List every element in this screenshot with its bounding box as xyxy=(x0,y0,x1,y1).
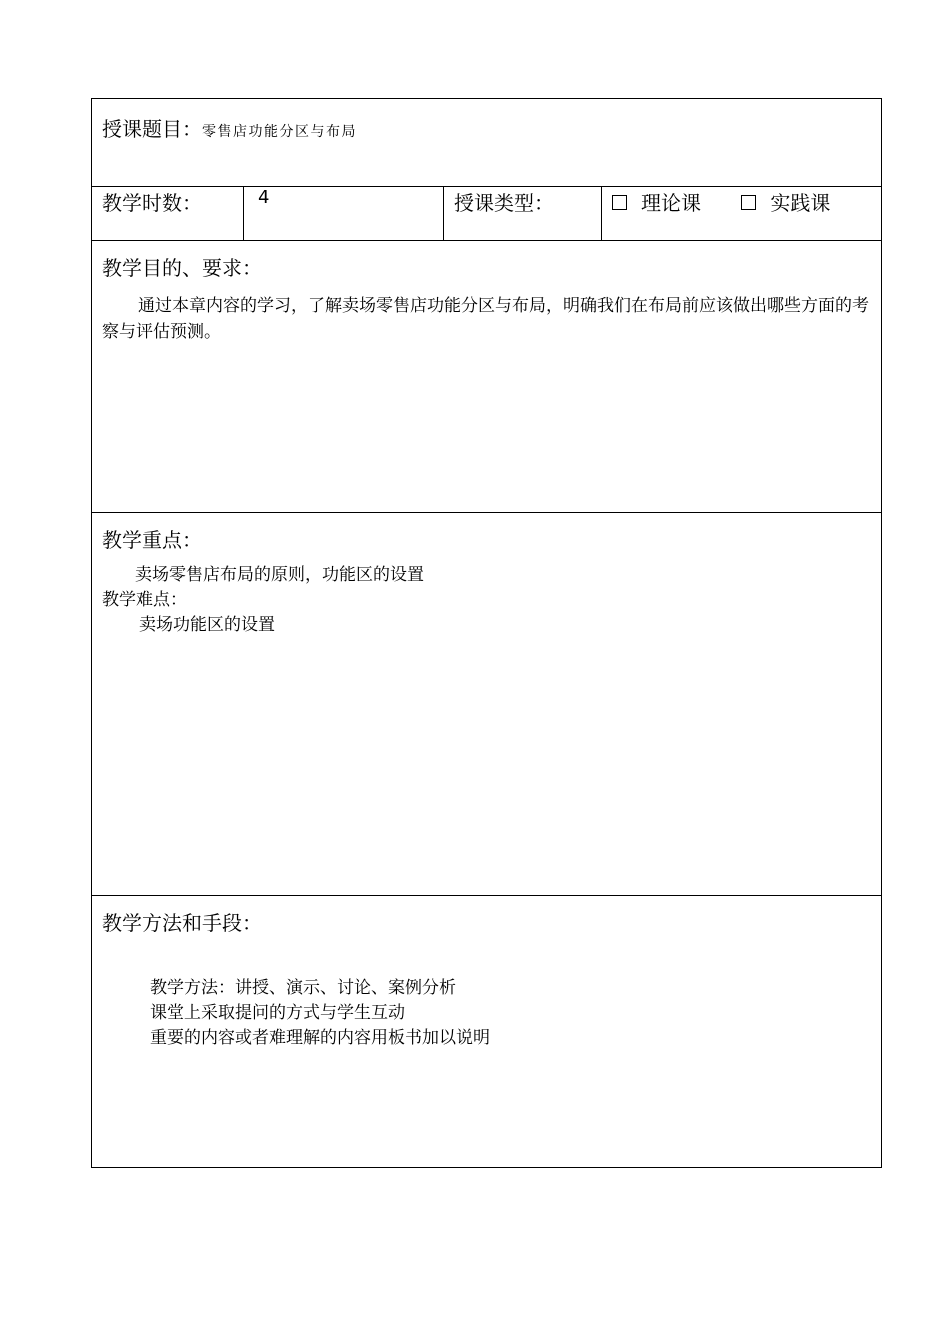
meta-row xyxy=(92,187,882,241)
method-item: 教学方法：讲授、演示、讨论、案例分析 xyxy=(150,978,456,998)
difficulty-text: 卖场功能区的设置 xyxy=(139,615,275,635)
type-options xyxy=(602,187,882,241)
title-label: 授课题目： xyxy=(102,117,202,141)
method-item: 重要的内容或者难理解的内容用板书加以说明 xyxy=(150,1028,490,1048)
title-cell xyxy=(92,99,882,187)
methods-heading: 教学方法和手段： xyxy=(102,911,262,935)
checkbox-square-icon xyxy=(612,195,627,210)
title-value: 零售店功能分区与布局 xyxy=(202,124,357,140)
key-points-cell xyxy=(92,513,882,896)
key-points-heading: 教学重点： xyxy=(102,528,202,552)
title-row xyxy=(92,99,882,187)
goals-text: 通过本章内容的学习，了解卖场零售店功能分区与布局，明确我们在布局前应该做出哪些方面的考察与评估预测。 xyxy=(102,296,869,342)
methods-row xyxy=(92,896,882,1168)
practice-checkbox[interactable] xyxy=(741,187,830,216)
theory-label: 理论课 xyxy=(641,191,701,215)
theory-checkbox[interactable] xyxy=(612,187,701,216)
goals-row xyxy=(92,241,882,513)
key-points-text: 卖场零售店布局的原则，功能区的设置 xyxy=(135,565,424,585)
hours-value: 4 xyxy=(244,187,444,241)
lesson-plan-table xyxy=(91,98,882,1168)
methods-cell xyxy=(92,896,882,1168)
type-label: 授课类型： xyxy=(444,187,602,241)
method-item: 课堂上采取提问的方式与学生互动 xyxy=(150,1003,405,1023)
hours-label: 教学时数： xyxy=(92,187,244,241)
practice-label: 实践课 xyxy=(770,191,831,215)
difficulty-heading: 教学难点： xyxy=(102,590,187,610)
goals-heading: 教学目的、要求： xyxy=(102,256,262,280)
checkbox-square-icon xyxy=(741,195,756,210)
key-points-row xyxy=(92,513,882,896)
methods-list xyxy=(102,976,873,1051)
lesson-plan-sheet xyxy=(91,98,881,1168)
goals-cell xyxy=(92,241,882,513)
